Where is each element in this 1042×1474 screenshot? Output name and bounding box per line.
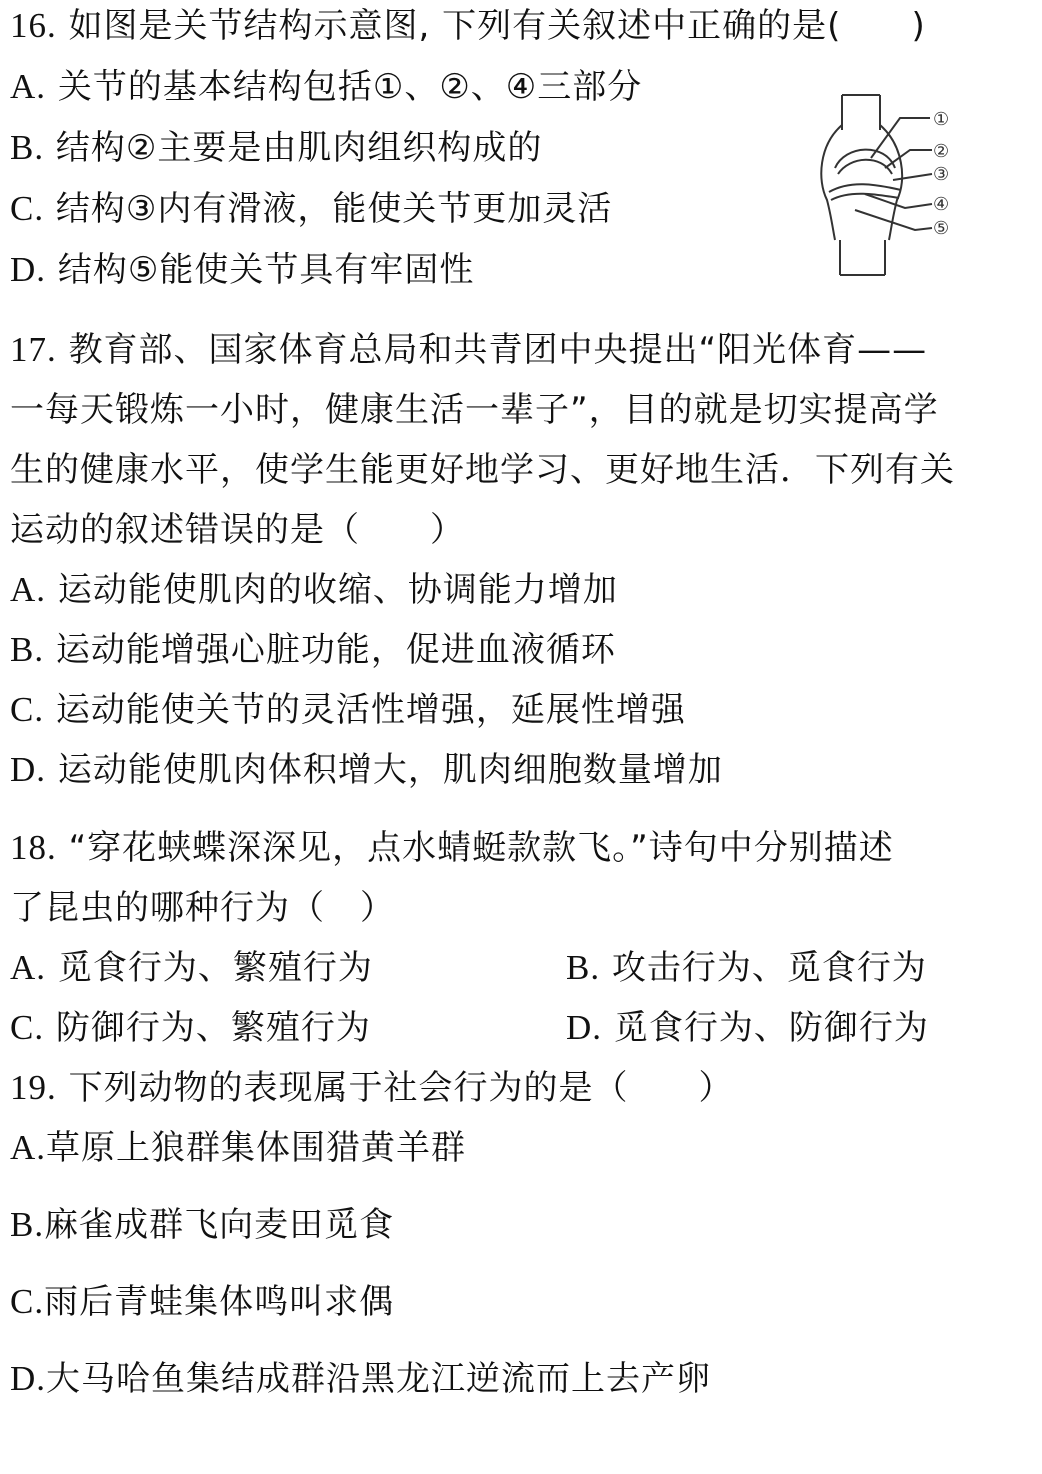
q17-option-b[interactable] [10,630,616,670]
q17-stem-line-3: 生的健康水平，使学生能更好地学习、更好地生活．下列有关 [10,450,955,490]
q17-stem-line-4: 运动的叙述错误的是（ ） [10,510,465,550]
joint-capsule [821,125,902,240]
q18-option-c-label: C. [10,1008,45,1047]
q19-option-d-text: 大马哈鱼集结成群沿黑龙江逆流而上去产卵 [46,1359,712,1399]
q17-option-c-label: C. [10,690,45,729]
q17-option-b-label: B. [10,630,45,669]
q16-option-d-label: D. [10,250,47,289]
q16-option-a[interactable] [10,67,642,107]
q18-option-d-text: 觅食行为、防御行为 [613,1008,929,1048]
q18-stem-line-2: 了昆虫的哪种行为（ ） [10,888,395,928]
q18-option-d[interactable] [566,1008,929,1048]
q18-option-c[interactable] [10,1008,371,1048]
upper-bone-shaft [842,95,880,130]
q16-option-b-text: 结构②主要是由肌肉组织构成的 [55,128,543,168]
q16-option-b-label: B. [10,128,45,167]
q18-number: 18. [10,828,57,867]
q19-stem [10,1068,734,1108]
q17-option-c-text: 运动能使关节的灵活性增强，延展性增强 [55,690,686,730]
q18-option-b-text: 攻击行为、觅食行为 [611,948,927,988]
q18-option-b-label: B. [566,948,601,987]
q17-option-d-label: D. [10,750,47,789]
q19-option-d[interactable] [10,1359,711,1399]
q19-option-b[interactable] [10,1205,394,1245]
q16-stem-text: 如图是关节结构示意图, 下列有关叙述中正确的是( ) [68,6,926,46]
q18-option-c-text: 防御行为、繁殖行为 [55,1008,371,1048]
q16-option-c[interactable] [10,189,612,229]
q17-option-b-text: 运动能增强心脏功能，促进血液循环 [55,630,616,670]
q18-option-a-label: A. [10,948,47,987]
q16-option-b[interactable] [10,128,542,168]
q18-option-b[interactable] [566,948,927,988]
q18-option-a[interactable] [10,948,373,988]
q19-option-c[interactable] [10,1282,394,1322]
joint-structure-diagram [805,90,985,278]
q19-option-a-text: 草原上狼群集体围猎黄羊群 [46,1128,467,1168]
articular-fossa [829,184,901,192]
q19-option-a-label: A. [10,1128,47,1167]
q17-stem-line-1 [10,330,927,370]
q18-stem-line-1 [10,828,894,868]
q19-option-c-label: C. [10,1282,45,1321]
q17-option-d[interactable] [10,750,723,790]
q16-stem [10,6,926,46]
q16-number: 16. [10,6,57,45]
q16-option-a-text: 关节的基本结构包括①、②、④三部分 [57,67,643,107]
q18-option-d-label: D. [566,1008,603,1047]
q16-option-c-text: 结构③内有滑液，能使关节更加灵活 [55,189,613,229]
q19-option-a[interactable] [10,1128,466,1168]
q17-stem-text-1: 教育部、国家体育总局和共青团中央提出“阳光体育—— [68,330,928,370]
figure-label-2: ② [933,141,950,162]
q16-option-d[interactable] [10,250,474,290]
q16-option-d-text: 结构⑤能使关节具有牢固性 [57,250,475,290]
leader-line-3 [893,174,932,180]
q19-number: 19. [10,1068,57,1107]
q19-option-b-label: B. [10,1205,45,1244]
q16-option-a-label: A. [10,67,47,106]
leader-line-2 [885,150,932,168]
figure-label-3: ③ [933,164,950,185]
figure-label-1: ① [933,109,950,130]
q17-number: 17. [10,330,57,369]
q18-stem-text-1: “穿花蛱蝶深深见，点水蜻蜓款款飞。”诗句中分别描述 [68,828,894,868]
q17-option-a-label: A. [10,570,47,609]
q16-option-c-label: C. [10,189,45,228]
q19-option-b-text: 麻雀成群飞向麦田觅食 [44,1205,395,1245]
q17-option-a[interactable] [10,570,618,610]
articular-cartilage-upper [838,160,892,174]
q17-option-a-text: 运动能使肌肉的收缩、协调能力增加 [57,570,618,610]
q19-stem-text: 下列动物的表现属于社会行为的是（ ） [68,1068,734,1108]
lower-bone-shaft [840,240,885,275]
q17-option-d-text: 运动能使肌肉体积增大，肌肉细胞数量增加 [57,750,723,790]
q18-option-a-text: 觅食行为、繁殖行为 [57,948,373,988]
q19-option-c-text: 雨后青蛙集体鸣叫求偶 [44,1282,395,1322]
q17-stem-line-2: 一每天锻炼一小时，健康生活一辈子”，目的就是切实提高学 [10,390,939,430]
figure-label-5: ⑤ [933,218,950,239]
q19-option-d-label: D. [10,1359,47,1398]
q17-option-c[interactable] [10,690,686,730]
figure-label-4: ④ [933,194,950,215]
